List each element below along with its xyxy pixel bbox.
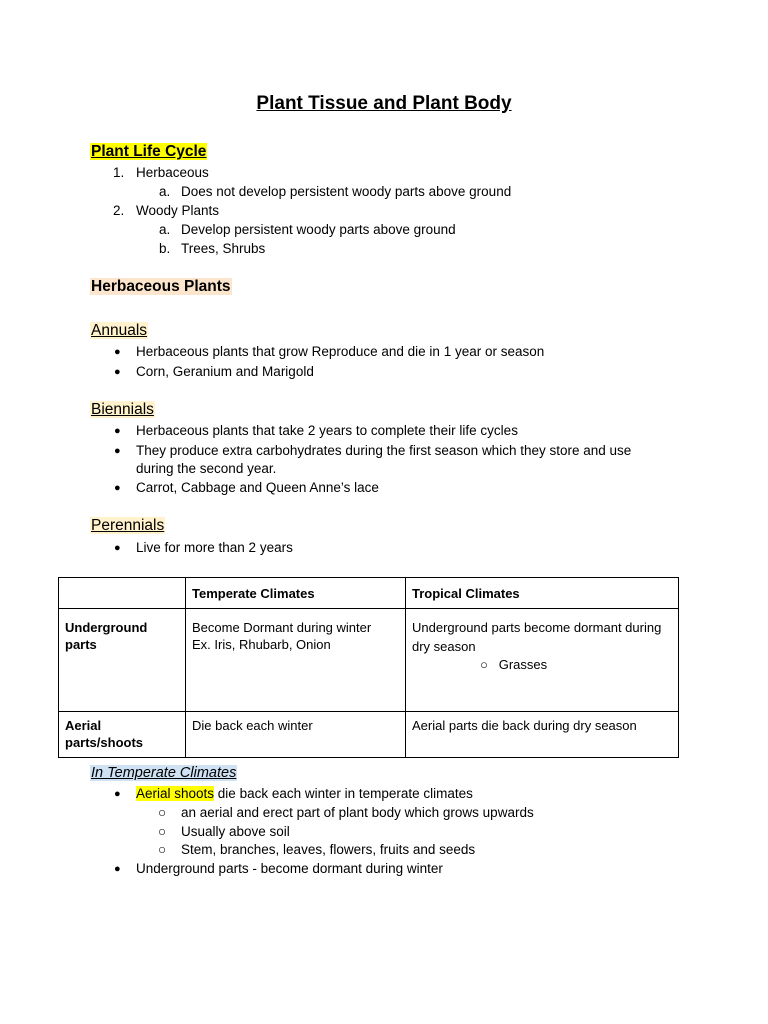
list-item: Live for more than 2 years	[136, 540, 293, 555]
table-row	[59, 712, 679, 758]
list-item: an aerial and erect part of plant body which grows upwards	[181, 805, 534, 820]
list-item	[136, 786, 473, 801]
bullet-icon: ●	[114, 425, 121, 437]
heading-text: In Temperate Climates	[91, 765, 237, 781]
bullet-icon: ●	[114, 482, 121, 494]
heading-text: Biennials	[91, 401, 154, 418]
circle-bullet-icon: ○	[158, 805, 167, 820]
table-row-label: Underground parts	[59, 609, 186, 712]
list-item: They produce extra carbohydrates during the first season which they store and use	[136, 443, 632, 458]
bullet-icon: ●	[114, 542, 121, 554]
list-item: Develop persistent woody parts above ground	[181, 222, 456, 237]
list-marker: a.	[159, 184, 171, 199]
list-item: Herbaceous plants that take 2 years to complete their life cycles	[136, 423, 518, 438]
list-item: Corn, Geranium and Marigold	[136, 364, 314, 379]
section-heading-herbaceous	[90, 278, 232, 296]
table-row	[59, 609, 679, 712]
section-heading-life-cycle	[90, 143, 207, 161]
cell-line: Become Dormant during winter	[192, 620, 372, 635]
highlighted-term: Aerial shoots	[136, 786, 215, 801]
circle-bullet-icon: ○	[158, 842, 167, 857]
heading-text: Herbaceous Plants	[91, 278, 231, 295]
table-header-row	[59, 578, 679, 609]
table-header-cell	[59, 578, 186, 609]
table-row-label: Aerial parts/shoots	[59, 712, 186, 758]
table-header-cell: Temperate Climates	[186, 578, 406, 609]
list-item: Carrot, Cabbage and Queen Anne’s lace	[136, 480, 379, 495]
cell-sub-bullet	[412, 656, 672, 675]
list-item-continuation: during the second year.	[136, 461, 277, 476]
list-item: Does not develop persistent woody parts above ground	[181, 184, 512, 199]
table-cell: Die back each winter	[186, 712, 406, 758]
list-item: Underground parts - become dormant during winter	[136, 861, 443, 876]
list-item: Usually above soil	[181, 824, 290, 839]
subheading-biennials	[90, 401, 155, 419]
bullet-icon: ●	[114, 445, 121, 457]
list-item: Stem, branches, leaves, flowers, fruits and seeds	[181, 842, 476, 857]
cell-line: Underground parts become dormant during dry season	[412, 620, 662, 654]
cell-line: Ex. Iris, Rhubarb, Onion	[192, 637, 331, 652]
table-cell	[406, 609, 679, 712]
list-item: Woody Plants	[136, 203, 220, 218]
bullet-icon: ●	[114, 366, 121, 378]
cell-line: Grasses	[498, 657, 548, 672]
list-marker: a.	[159, 222, 171, 237]
table-cell: Aerial parts die back during dry season	[406, 712, 679, 758]
bullet-icon: ●	[114, 863, 121, 875]
table-cell	[186, 609, 406, 712]
heading-text: Annuals	[91, 322, 148, 339]
table-header-cell: Tropical Climates	[406, 578, 679, 609]
list-marker: 1.	[113, 165, 125, 180]
heading-text: Plant Life Cycle	[91, 143, 207, 160]
list-item: Herbaceous plants that grow Reproduce and die in 1 year or season	[136, 344, 545, 359]
list-marker: 2.	[113, 203, 125, 218]
subheading-annuals	[90, 322, 148, 340]
list-item: Trees, Shrubs	[181, 241, 266, 256]
list-item-text: die back each winter in temperate climates	[214, 786, 473, 801]
circle-bullet-icon: ○	[158, 824, 167, 839]
bullet-icon: ●	[114, 788, 121, 800]
subheading-perennials	[90, 517, 165, 535]
bullet-icon: ●	[114, 346, 121, 358]
heading-text: Perennials	[91, 517, 165, 534]
list-item: Herbaceous	[136, 165, 209, 180]
list-marker: b.	[159, 241, 171, 256]
climate-table	[58, 577, 679, 758]
page-title: Plant Tissue and Plant Body	[256, 93, 512, 114]
subheading-temperate	[90, 765, 237, 781]
circle-bullet-icon: ○	[480, 657, 488, 672]
